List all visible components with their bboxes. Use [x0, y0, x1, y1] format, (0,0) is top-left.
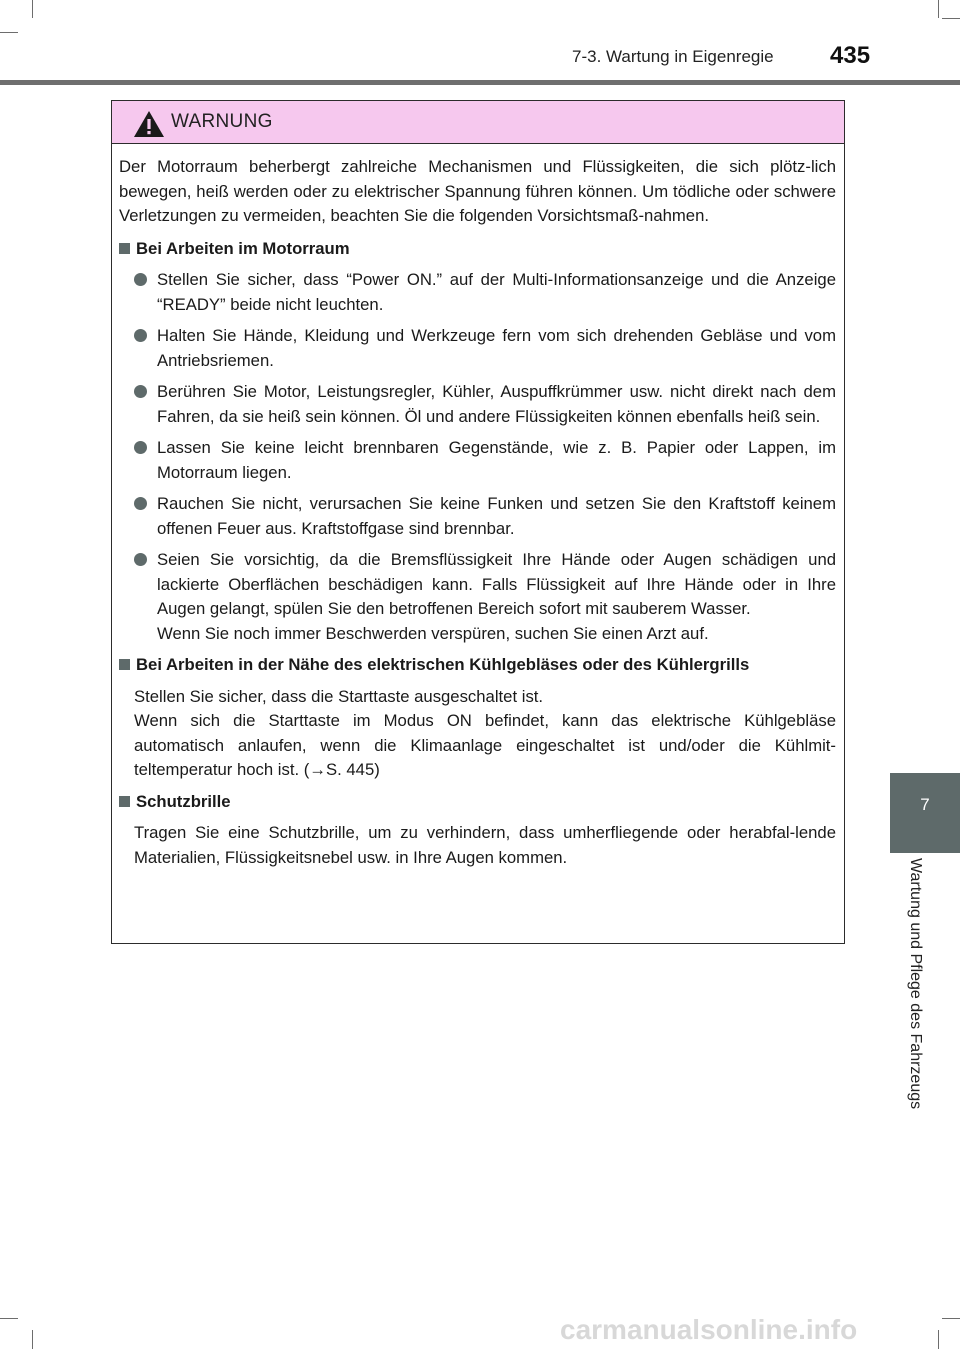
circle-bullet-icon [134, 553, 147, 566]
crop-mark [0, 1318, 18, 1319]
svg-text:carmanualsonline.info: carmanualsonline.info [560, 1314, 858, 1345]
warning-triangle-icon [132, 109, 166, 139]
circle-bullet-icon [134, 329, 147, 342]
crop-mark [938, 0, 939, 18]
warning-box [111, 100, 845, 944]
chapter-title-vertical [906, 858, 930, 1148]
crop-mark [0, 32, 18, 33]
circle-bullet-icon [134, 273, 147, 286]
square-bullet-icon [119, 796, 130, 807]
list-item: Lassen Sie keine leicht brennbaren Gegenstände, wie z. B. Papier oder Lappen, im Motorraum liegen. [134, 436, 836, 485]
circle-bullet-icon [134, 441, 147, 454]
section-paragraph: Tragen Sie eine Schutzbrille, um zu verhindern, dass umherfliegende oder herabfal-lende Materialien, Flüssigkeitsnebel usw. in Ihre Augen kommen. [134, 823, 836, 867]
crop-mark [942, 18, 960, 19]
square-bullet-icon [119, 659, 130, 670]
page-number: 435 [830, 42, 871, 69]
crop-mark [942, 1318, 960, 1319]
section-heading: Schutzbrille [119, 790, 836, 815]
list-item: Seien Sie vorsichtig, da die Bremsflüssigkeit Ihre Hände oder Augen schädigen und lackierte Oberflächen beschädigen kann. Falls Flüssigkeit auf Ihre Hände oder in Ihre Augen gelangt, spülen Sie den betroffenen Bereich sofort mit sauberem Wasser. Wenn Sie noch immer Beschwerden verspüren, suchen Sie einen Arzt auf. [134, 548, 836, 646]
circle-bullet-icon [134, 385, 147, 398]
chapter-number: 7 [920, 795, 930, 814]
list-item: Halten Sie Hände, Kleidung und Werkzeuge fern vom sich drehenden Gebläse und vom Antriebsriemen. [134, 324, 836, 373]
section-heading: Bei Arbeiten im Motorraum [119, 237, 836, 262]
square-bullet-icon [119, 243, 130, 254]
crop-mark [32, 1330, 33, 1349]
list-item: Stellen Sie sicher, dass “Power ON.” auf der Multi-Informationsanzeige und die Anzeige “READY” beide nicht leuchten. [134, 268, 836, 317]
warning-body [112, 144, 844, 870]
list-item: Berühren Sie Motor, Leistungsregler, Kühler, Auspuffkrümmer usw. nicht direkt nach dem Fahren, da sie heiß sein können. Öl und andere Flüssigkeiten können ebenfalls heiß sein. [134, 380, 836, 429]
warning-title: WARNUNG [171, 111, 273, 132]
watermark-logo [560, 1312, 932, 1348]
section-paragraph: Stellen Sie sicher, dass die Starttaste ausgeschaltet ist. Wenn sich die Starttaste im Modus ON befindet, kann das elektrische Kühlgebläse automatisch anlaufen, wenn die Klimaanlage eingeschaltet ist und/oder die Kühlmit-teltemperatur hoch ist. (→S. 445) [134, 686, 836, 779]
section-title: 7-3. Wartung in Eigenregie [572, 47, 774, 66]
warning-intro: Der Motorraum beherbergt zahlreiche Mechanismen und Flüssigkeiten, die sich plötz-lich bewegen, heiß werden oder zu elektrischer Spannung führen können. Um tödliche oder schwere Verletzungen zu vermeiden, beachten Sie die folgenden Vorsichtsmaß-nahmen. [119, 157, 836, 225]
list-item: Rauchen Sie nicht, verursachen Sie keine Funken und setzen Sie den Kraftstoff keinem offenen Feuer aus. Kraftstoffgase sind brennbar. [134, 492, 836, 541]
header-rule [0, 80, 960, 85]
chapter-tab [890, 773, 960, 853]
crop-mark [32, 0, 33, 18]
circle-bullet-icon [134, 497, 147, 510]
warning-header [112, 101, 844, 144]
chapter-title: Wartung und Pflege des Fahrzeugs [907, 858, 924, 1110]
crop-mark [938, 1330, 939, 1349]
section-heading: Bei Arbeiten in der Nähe des elektrischen Kühlgebläses oder des Kühlergrills [119, 653, 836, 678]
